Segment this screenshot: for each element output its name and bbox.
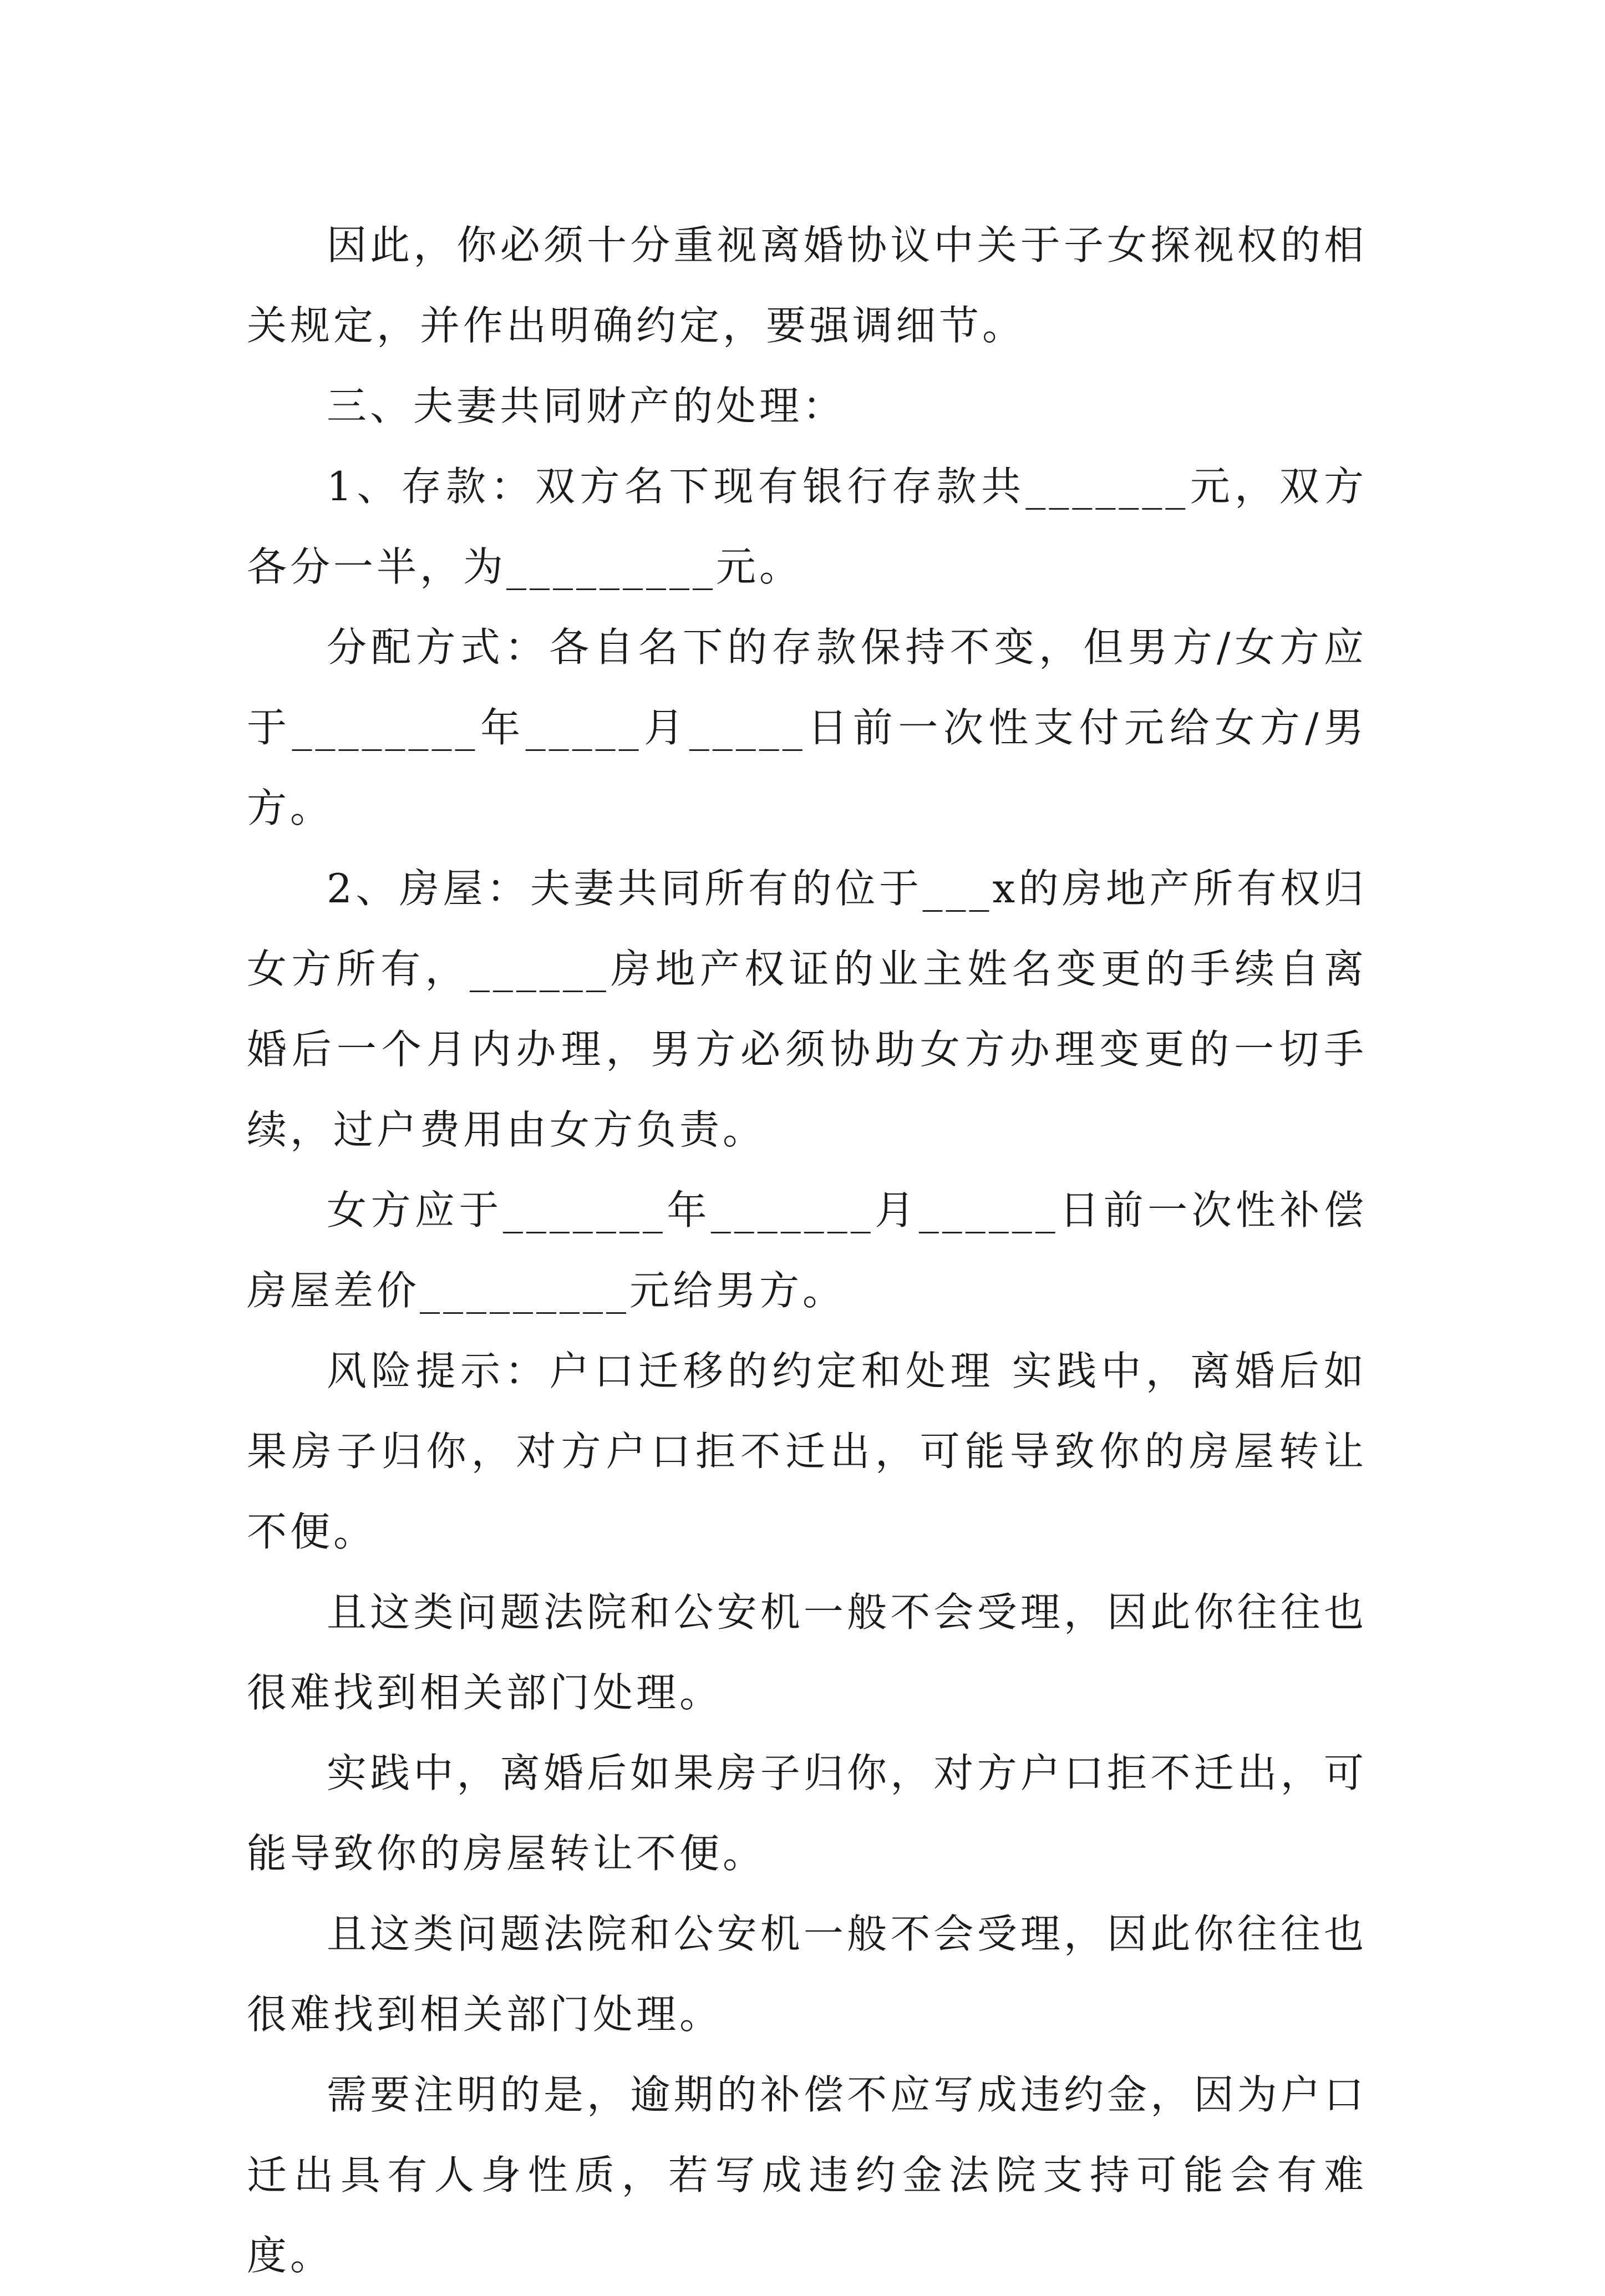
paragraph: 实践中，离婚后如果房子归你，对方户口拒不迁出，可能导致你的房屋转让不便。	[247, 1750, 1367, 1877]
paragraph: 2、房屋：夫妻共同所有的位于___x的房地产所有权归女方所有，______房地产权证的业主姓名变更的手续自离婚后一个月内办理，男方必须协助女方办理变更的一切手续，过户费用由女方负责。	[247, 865, 1367, 1153]
paragraph: 且这类问题法院和公安机一般不会受理，因此你往往也很难找到相关部门处理。	[247, 1911, 1367, 2038]
paragraph: 需要注明的是，逾期的补偿不应写成违约金，因为户口迁出具有人身性质，若写成违约金法院支持可能会有难度。	[247, 2071, 1367, 2279]
paragraph: 且这类问题法院和公安机一般不会受理，因此你往往也很难找到相关部门处理。	[247, 1589, 1367, 1716]
paragraph: 因此，你必须十分重视离婚协议中关于子女探视权的相关规定，并作出明确约定，要强调细节。	[247, 222, 1367, 349]
document-body	[247, 205, 1367, 2296]
paragraph: 风险提示：户口迁移的约定和处理 实践中，离婚后如果房子归你，对方户口拒不迁出，可能导致你的房屋转让不便。	[247, 1348, 1367, 1555]
section-heading: 三、夫妻共同财产的处理：	[327, 383, 846, 429]
paragraph: 女方应于_______年_______月______日前一次性补偿房屋差价_________元给男方。	[247, 1187, 1367, 1314]
paragraph: 1、存款：双方名下现有银行存款共_______元，双方各分一半，为_________元。	[247, 463, 1367, 590]
paragraph: 分配方式：各自名下的存款保持不变，但男方/女方应于________年_____月_____日前一次性支付元给女方/男方。	[247, 624, 1367, 831]
